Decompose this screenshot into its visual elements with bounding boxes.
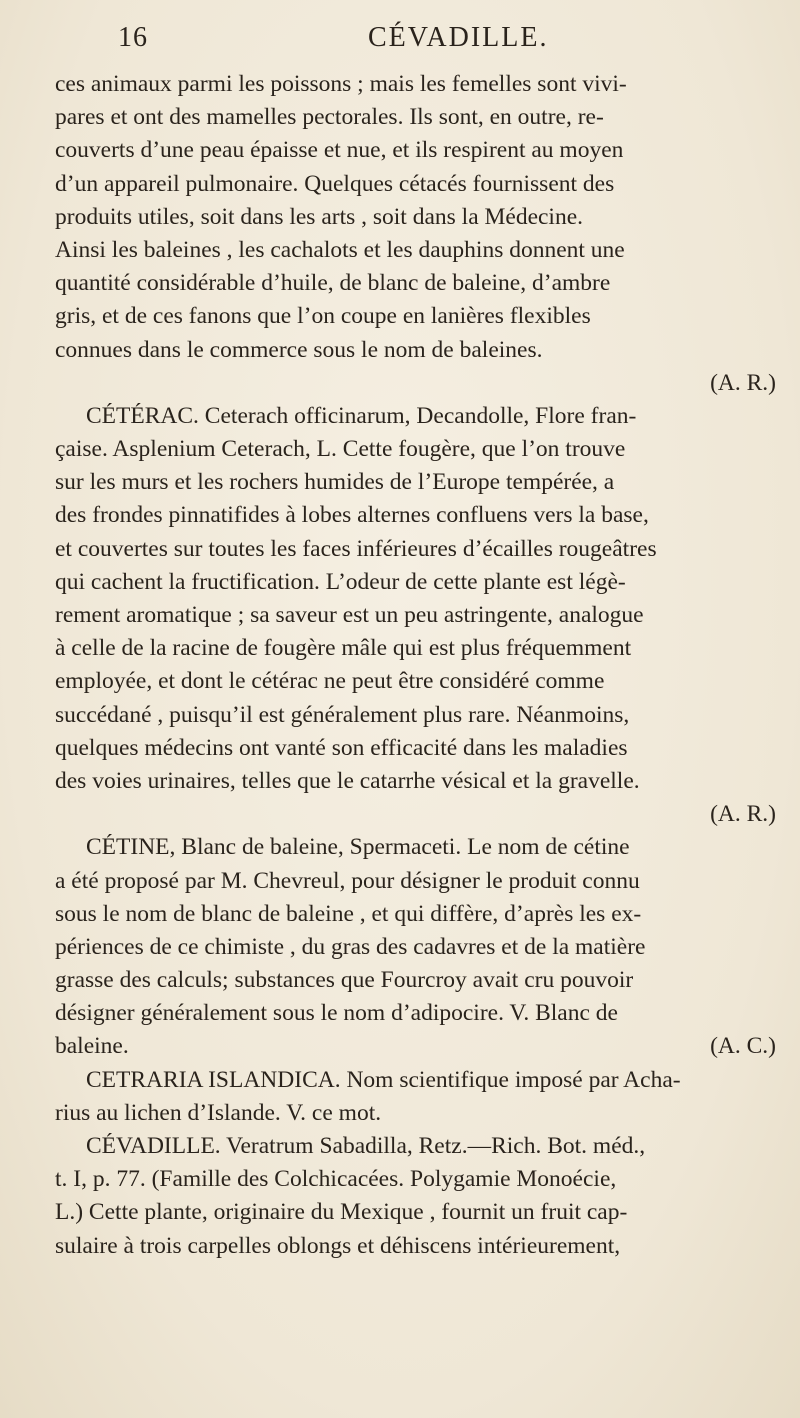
line-text: rement aromatique ; sa saveur est un peu astringente, analogue	[55, 602, 644, 628]
text-line	[55, 865, 790, 898]
line-text: sous le nom de blanc de baleine , et qui diffère, d’après les ex-	[55, 900, 642, 927]
line-text: (A. R.)	[710, 801, 776, 828]
line-text: sur les murs et les rochers humides de l’Europe tempérée, a	[55, 469, 615, 496]
text-line	[55, 931, 790, 964]
line-text: sulaire à trois carpelles oblongs et déhiscens intérieurement,	[55, 1232, 621, 1259]
line-text: d’un appareil pulmonaire. Quelques cétacés fournissent des	[55, 170, 615, 197]
text-line	[55, 831, 790, 864]
author-signature: (A. C.)	[710, 1033, 776, 1060]
text-line	[55, 334, 790, 367]
line-text: qui cachent la fructification. L’odeur de cette plante est légè-	[55, 568, 626, 595]
text-line	[55, 566, 790, 599]
text-line	[55, 665, 790, 698]
text-line	[55, 1130, 790, 1163]
line-text: pares et ont des mamelles pectorales. Ils sont, en outre, re-	[55, 104, 604, 131]
line-text: à celle de la racine de fougère mâle qui est plus fréquemment	[55, 635, 632, 662]
text-line	[55, 300, 790, 333]
line-text: baleine.	[55, 1033, 129, 1060]
text-line	[55, 499, 790, 532]
text-line	[55, 168, 790, 201]
text-line	[55, 1030, 790, 1063]
line-text: CETRARIA ISLANDICA. Nom scientifique imposé par Acha-	[86, 1066, 681, 1093]
text-line	[55, 898, 790, 931]
text-line	[55, 533, 790, 566]
line-text: couverts d’une peau épaisse et nue, et ils respirent au moyen	[55, 137, 624, 164]
text-line	[55, 400, 790, 433]
text-line	[55, 964, 790, 997]
line-text: CÉTÉRAC. Ceterach officinarum, Decandolle, Flore fran-	[86, 402, 637, 429]
text-line	[55, 267, 790, 300]
text-line	[55, 68, 790, 101]
author-signature	[55, 367, 790, 400]
text-line	[55, 765, 790, 798]
text-line	[55, 234, 790, 267]
text-line	[55, 599, 790, 632]
line-text: çaise. Asplenium Ceterach, L. Cette fougère, que l’on trouve	[55, 436, 626, 463]
line-text: quelques médecins ont vanté son efficacité dans les maladies	[55, 734, 628, 761]
text-line	[55, 997, 790, 1030]
text-line	[55, 466, 790, 499]
text-line	[55, 1064, 790, 1097]
body-text	[55, 68, 790, 1263]
line-text: produits utiles, soit dans les arts , soit dans la Médecine.	[55, 203, 584, 230]
line-text: a été proposé par M. Chevreul, pour désigner le produit connu	[55, 867, 640, 894]
line-text: rius au lichen d’Islande. V. ce mot.	[55, 1099, 382, 1126]
text-line	[55, 699, 790, 732]
line-text: gris, et de ces fanons que l’on coupe en lanières flexibles	[55, 303, 591, 330]
author-signature	[55, 798, 790, 831]
line-text: employée, et dont le cétérac ne peut être considéré comme	[55, 668, 605, 695]
line-text: connues dans le commerce sous le nom de baleines.	[55, 336, 543, 363]
page-header	[118, 22, 740, 62]
line-text: grasse des calculs; substances que Fourcroy avait cru pouvoir	[55, 967, 634, 994]
line-text: ces animaux parmi les poissons ; mais les femelles sont vivi-	[55, 71, 627, 97]
line-text: désigner généralement sous le nom d’adipocire. V. Blanc de	[55, 1000, 618, 1027]
running-head: CÉVADILLE.	[368, 22, 549, 53]
text-line	[55, 1097, 790, 1130]
line-text: CÉTINE, Blanc de baleine, Spermaceti. Le nom de cétine	[86, 834, 630, 861]
line-text: des voies urinaires, telles que le catarrhe vésical et la gravelle.	[55, 767, 640, 794]
text-line	[55, 201, 790, 234]
text-line	[55, 1163, 790, 1196]
line-text: (A. R.)	[710, 369, 776, 396]
text-line	[55, 1230, 790, 1263]
line-text: CÉVADILLE. Veratrum Sabadilla, Retz.—Rich. Bot. méd.,	[86, 1133, 646, 1159]
line-text: quantité considérable d’huile, de blanc de baleine, d’ambre	[55, 270, 611, 297]
text-line	[55, 632, 790, 665]
text-line	[55, 134, 790, 167]
line-text: succédané , puisqu’il est généralement plus rare. Néanmoins,	[55, 701, 630, 728]
line-text: des frondes pinnatifides à lobes alternes confluens vers la base,	[55, 502, 649, 529]
line-text: et couvertes sur toutes les faces inférieures d’écailles rougeâtres	[55, 535, 657, 562]
line-text: périences de ce chimiste , du gras des cadavres et de la matière	[55, 933, 646, 960]
line-text: Ainsi les baleines , les cachalots et les dauphins donnent une	[55, 236, 625, 263]
page-number: 16	[118, 22, 148, 53]
text-line	[55, 101, 790, 134]
text-line	[55, 433, 790, 466]
line-text: t. I, p. 77. (Famille des Colchicacées. Polygamie Monoécie,	[55, 1166, 617, 1193]
line-text: L.) Cette plante, originaire du Mexique , fournit un fruit cap-	[55, 1199, 628, 1226]
text-line	[55, 1196, 790, 1229]
text-line	[55, 732, 790, 765]
